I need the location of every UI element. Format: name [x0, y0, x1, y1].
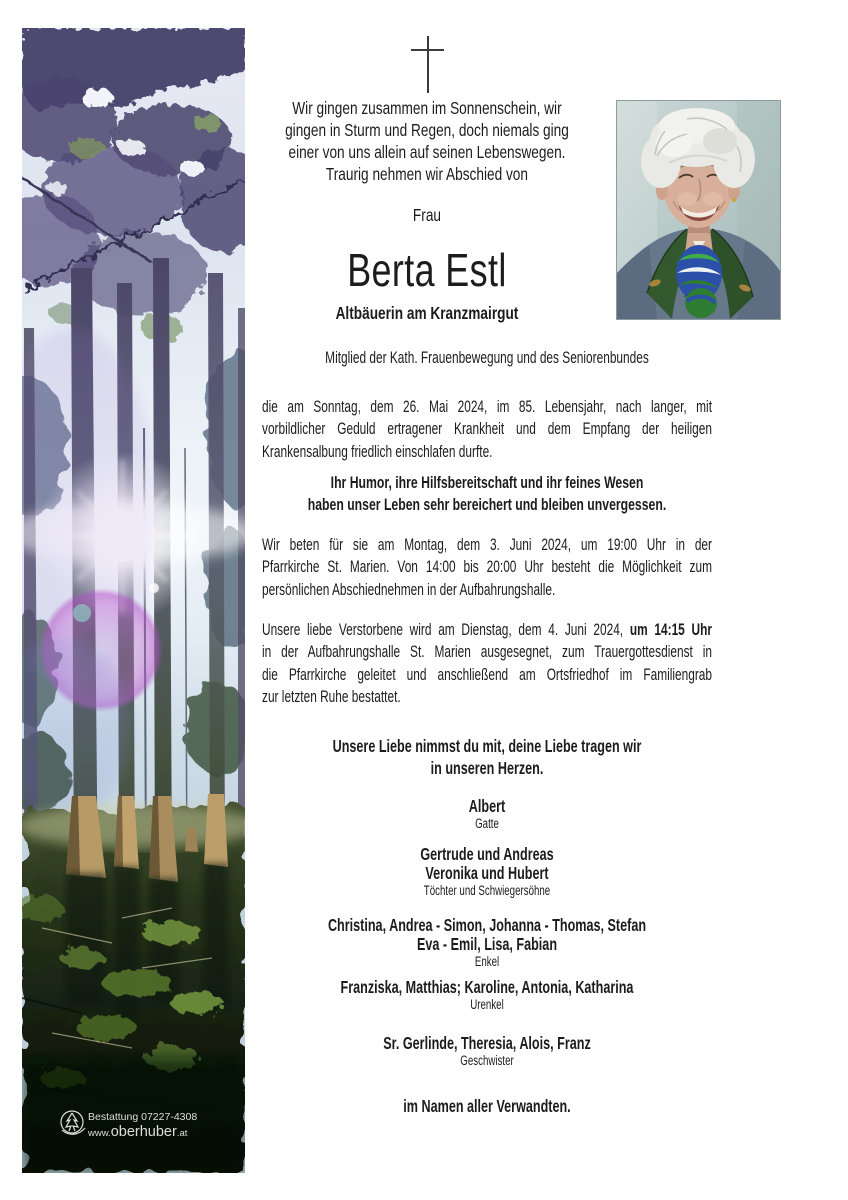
watermark-url-prefix: www. [88, 1128, 111, 1139]
paragraph-line: die Pfarrkirche geleitet und anschließend am Ortsfriedhof im Familiengrab [262, 665, 712, 684]
paragraph-line: zur letzten Ruhe bestattet. [262, 688, 401, 707]
mourner-names: Albert [468, 796, 506, 816]
mourner-group [262, 1034, 712, 1068]
funeral-paragraph [262, 619, 712, 709]
verse-line: einer von uns allein auf seinen Lebenswegen. [288, 142, 566, 162]
tribute-line: Ihr Humor, ihre Hilfsbereitschaft und ihr feines Wesen [330, 473, 644, 492]
tribute-line: haben unser Leben sehr bereichert und bleiben unvergessen. [307, 495, 667, 514]
mourner-names: Eva - Emil, Lisa, Fabian [416, 934, 558, 954]
paragraph-line: vorbildlicher Geduld ertragener Krankheit und dem Empfang der heiligen [262, 420, 712, 439]
paragraph-line: in der Aufbahrungshalle St. Marien ausgesegnet, zum Trauergottesdienst in [262, 643, 712, 662]
watermark-url-tld: .at [176, 1128, 188, 1139]
mourner-relation: Urenkel [470, 997, 504, 1012]
paragraph-line: Wir beten für sie am Montag, dem 3. Juni 2024, um 19:00 Uhr in der [262, 536, 712, 554]
closing-line: im Namen aller Verwandten. [403, 1096, 571, 1116]
paragraph-line: Pfarrkirche St. Marien. Von 14:00 bis 20:00 Uhr besteht die Möglichkeit zum [262, 558, 712, 577]
mourner-group [262, 797, 712, 831]
mourner-relation: Geschwister [460, 1053, 514, 1068]
salutation: Frau [412, 205, 441, 225]
farewell-line: in unseren Herzen. [430, 757, 544, 778]
membership-note: Mitglied der Kath. Frauenbewegung und des Seniorenbundes [325, 349, 649, 367]
funeral-text-regular: Unsere liebe Verstorbene wird am Dienstag, dem 4. Juni 2024, [262, 621, 630, 639]
paragraph-line: persönlichen Abschiednehmen in der Aufbahrungshalle. [262, 580, 556, 599]
body-column [262, 0, 712, 1200]
forest-photo-graphic [22, 28, 245, 1173]
deceased-title: Altbäuerin am Kranzmairgut [335, 303, 519, 323]
prayer-service-paragraph [262, 534, 712, 601]
mourner-group [262, 916, 712, 969]
mourner-relation: Enkel [474, 954, 500, 969]
forest-photo [22, 28, 245, 1173]
mourner-group [262, 978, 712, 1012]
funeral-time-bold: um 14:15 Uhr [629, 621, 712, 639]
watermark-url-name: oberhuber [110, 1124, 177, 1140]
mourner-names: Veronika und Hubert [425, 863, 549, 883]
mourner-relation: Gatte [475, 816, 499, 831]
mourner-names: Sr. Gerlinde, Theresia, Alois, Franz [383, 1033, 591, 1053]
mourner-names: Christina, Andrea - Simon, Johanna - Thomas, Stefan [327, 915, 647, 935]
verse-line: Wir gingen zusammen im Sonnenschein, wir [292, 98, 562, 118]
mourner-names: Gertrude und Andreas [420, 844, 554, 864]
mourner-relation: Töchter und Schwiegersöhne [423, 883, 551, 898]
tribute-text [262, 472, 712, 516]
farewell-line: Unsere Liebe nimmst du mit, deine Liebe tragen wir [332, 736, 642, 756]
deceased-name: Berta Estl [347, 244, 507, 296]
paragraph-line: die am Sonntag, dem 26. Mai 2024, im 85. Lebensjahr, nach langer, mit [262, 398, 712, 416]
death-notice-paragraph [262, 396, 712, 463]
paragraph-line: Krankensalbung friedlich einschlafen durfte. [262, 442, 493, 461]
watermark-phone-text: Bestattung 07227-4308 [88, 1111, 198, 1123]
mourner-group [262, 845, 712, 898]
verse-line: gingen in Sturm und Regen, doch niemals ging [285, 120, 569, 140]
verse-line: Traurig nehmen wir Abschied von [325, 164, 529, 184]
mourner-names: Franziska, Matthias; Karoline, Antonia, Katharina [340, 977, 634, 997]
farewell-text [262, 736, 712, 779]
paragraph-line [262, 619, 712, 641]
